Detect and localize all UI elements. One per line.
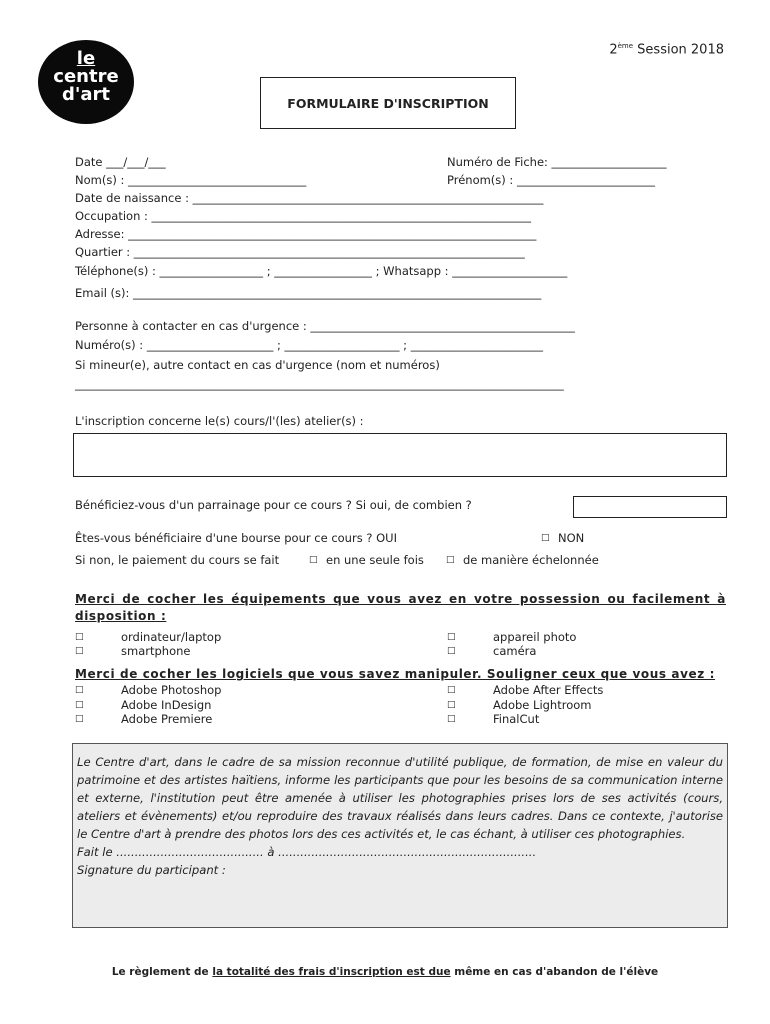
payment-rule-footer: Le règlement de la totalité des frais d'inscription est due même en cas d'abandon de l'élève (111, 966, 659, 978)
soft-checkbox-2[interactable]: □ (75, 700, 84, 710)
bourse-label: Êtes-vous bénéficiaire d'une bourse pour ce cours ? OUI (75, 531, 397, 545)
parrainage-input-box[interactable] (573, 496, 727, 518)
equip-item-ordinateur: ordinateur/laptop (121, 630, 222, 644)
bourse-non-label: NON (558, 531, 585, 545)
mineur-label: Si mineur(e), autre contact en cas d'urgence (nom et numéros) (75, 358, 440, 372)
form-title: FORMULAIRE D'INSCRIPTION (260, 77, 516, 129)
consent-text: Le Centre d'art, dans le cadre de sa mission reconnue d'utilité publique, de formation, de mise en valeur du patrimoine et des artistes haïtiens, informe les participants que pour les besoins de sa communication interne et externe, l'institution peut être amenée à utiliser les photographies prises lors de ses activités (cours, ateliers et évènements) et/ou reproduire des travaux réalisés dans leurs cadres. Dans ce contexte, j'autorise le Centre d'art à prendre des photos lors des ces activités et, le cas échant, à utiliser ces photographies. (77, 755, 723, 841)
soft-item-indesign: Adobe InDesign (121, 698, 212, 712)
soft-checkbox-3[interactable]: □ (75, 714, 84, 724)
inscription-label: L'inscription concerne le(s) cours/l'(les) atelier(s) : (75, 414, 364, 428)
soft-checkbox-5[interactable]: □ (447, 700, 456, 710)
paiement-une-fois-label: en une seule fois (326, 553, 424, 567)
logiciels-heading: Merci de cocher les logiciels que vous savez manipuler. Souligner ceux que vous avez : (75, 667, 716, 681)
soft-item-lightroom: Adobe Lightroom (493, 698, 592, 712)
soft-checkbox-1[interactable]: □ (75, 685, 84, 695)
paiement-echelonnee-checkbox[interactable]: □ (446, 555, 455, 565)
date-field[interactable]: Date ___/___/___ (75, 155, 166, 169)
logo-line-1: le (76, 48, 96, 69)
adresse-field[interactable]: Adresse: _______________________________________________________________________ (75, 227, 537, 241)
naissance-field[interactable]: Date de naissance : _____________________________________________________________ (75, 191, 544, 205)
paiement-une-fois-checkbox[interactable]: □ (309, 555, 318, 565)
quartier-field[interactable]: Quartier : ____________________________________________________________________ (75, 245, 525, 259)
soft-item-premiere: Adobe Premiere (121, 712, 213, 726)
equip-item-camera: caméra (493, 644, 537, 658)
fait-le-field[interactable]: Fait le ........................................ à ...................................................................... (77, 845, 537, 859)
photo-consent-notice (72, 743, 728, 928)
session-label: 2ème Session 2018 (609, 42, 724, 58)
parrainage-label: Bénéficiez-vous d'un parrainage pour ce cours ? Si oui, de combien ? (75, 498, 472, 512)
equip-checkbox-1[interactable]: □ (75, 632, 84, 642)
soft-item-finalcut: FinalCut (493, 712, 540, 726)
urgence-numeros-field[interactable]: Numéro(s) : ______________________ ; ____________________ ; _______________________ (75, 338, 543, 352)
signature-field[interactable]: Signature du participant : (77, 863, 226, 877)
logo-line-2: centre (53, 66, 119, 87)
paiement-label: Si non, le paiement du cours se fait (75, 553, 280, 567)
soft-checkbox-6[interactable]: □ (447, 714, 456, 724)
equip-item-appareil-photo: appareil photo (493, 630, 577, 644)
nom-field[interactable]: Nom(s) : _______________________________ (75, 173, 307, 187)
equip-item-smartphone: smartphone (121, 644, 191, 658)
logo-line-3: d'art (61, 84, 111, 105)
telephone-field[interactable]: Téléphone(s) : __________________ ; _________________ ; Whatsapp : ____________________ (75, 264, 568, 278)
soft-checkbox-4[interactable]: □ (447, 685, 456, 695)
urgence-field[interactable]: Personne à contacter en cas d'urgence : ______________________________________________ (75, 319, 575, 333)
course-input-box[interactable] (73, 433, 727, 477)
soft-item-after-effects: Adobe After Effects (493, 683, 604, 697)
equip-checkbox-4[interactable]: □ (447, 646, 456, 656)
bourse-non-checkbox[interactable]: □ (541, 533, 550, 543)
equip-checkbox-3[interactable]: □ (447, 632, 456, 642)
prenom-field[interactable]: Prénom(s) : ________________________ (447, 173, 655, 187)
paiement-echelonnee-label: de manière échelonnée (463, 553, 599, 567)
centre-dart-logo (38, 40, 134, 124)
equipements-heading: Merci de cocher les équipements que vous avez en votre possession ou facilement à disposition : (75, 592, 726, 623)
occupation-field[interactable]: Occupation : __________________________________________________________________ (75, 209, 532, 223)
equip-checkbox-2[interactable]: □ (75, 646, 84, 656)
soft-item-photoshop: Adobe Photoshop (121, 683, 222, 697)
email-field[interactable]: Email (s): _______________________________________________________________________ (75, 286, 542, 300)
numero-fiche-field[interactable]: Numéro de Fiche: ____________________ (447, 155, 667, 169)
mineur-field[interactable]: _____________________________________________________________________________________ (75, 377, 564, 391)
